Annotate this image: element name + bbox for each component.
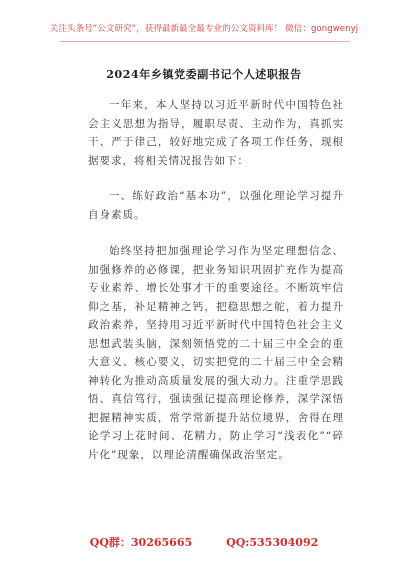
document-body <box>88 96 344 464</box>
header-divider <box>60 41 350 42</box>
intro-paragraph: 一年来，本人坚持以习近平新时代中国特色社会主义思想为指导，履职尽责、主动作为，真抓实干、严于律己，较好地完成了各项工作任务，现根据要求，将相关情况报告如下： <box>88 99 344 167</box>
section-heading: 一、练好政治“基本功”，以强化理论学习提升自身素质。 <box>88 190 344 221</box>
body-paragraph: 始终坚持把加强理论学习作为坚定理想信念、加强修养的必修课，把业务知识巩固扩充作为提高专业素养、增长处事才干的重要途径。不断筑牢信仰之基，补足精神之钙，把稳思想之舵，着力提升政治素养，坚持用习近平新时代中国特色社会主义思想武装头脑，深刻领悟党的二十届三中全会的重大意义、核心要义，切实把党的二十届三中全会精神转化为推动高质量发展的强大动力。注重学思践悟、真信笃行，强读强记提高理论修养，深学深悟把握精神实质，常学常新提升站位境界，舍得在理论学习上花时间、花精力，防止学习“浅表化”“碎片化”现象，以理论清醒确保政治坚定。 <box>88 245 344 461</box>
footer-qq-number: QQ:535304092 <box>226 536 319 549</box>
footer-qq-group: QQ群：30265665 <box>89 536 193 549</box>
header-banner: 关注头条号“公文研究”，获得最新最全最专业的公文资料库！ 微信：gongwenyj <box>49 24 359 34</box>
document-title: 2024年乡镇党委副书记个人述职报告 <box>106 68 302 81</box>
footer-contact <box>0 534 408 550</box>
